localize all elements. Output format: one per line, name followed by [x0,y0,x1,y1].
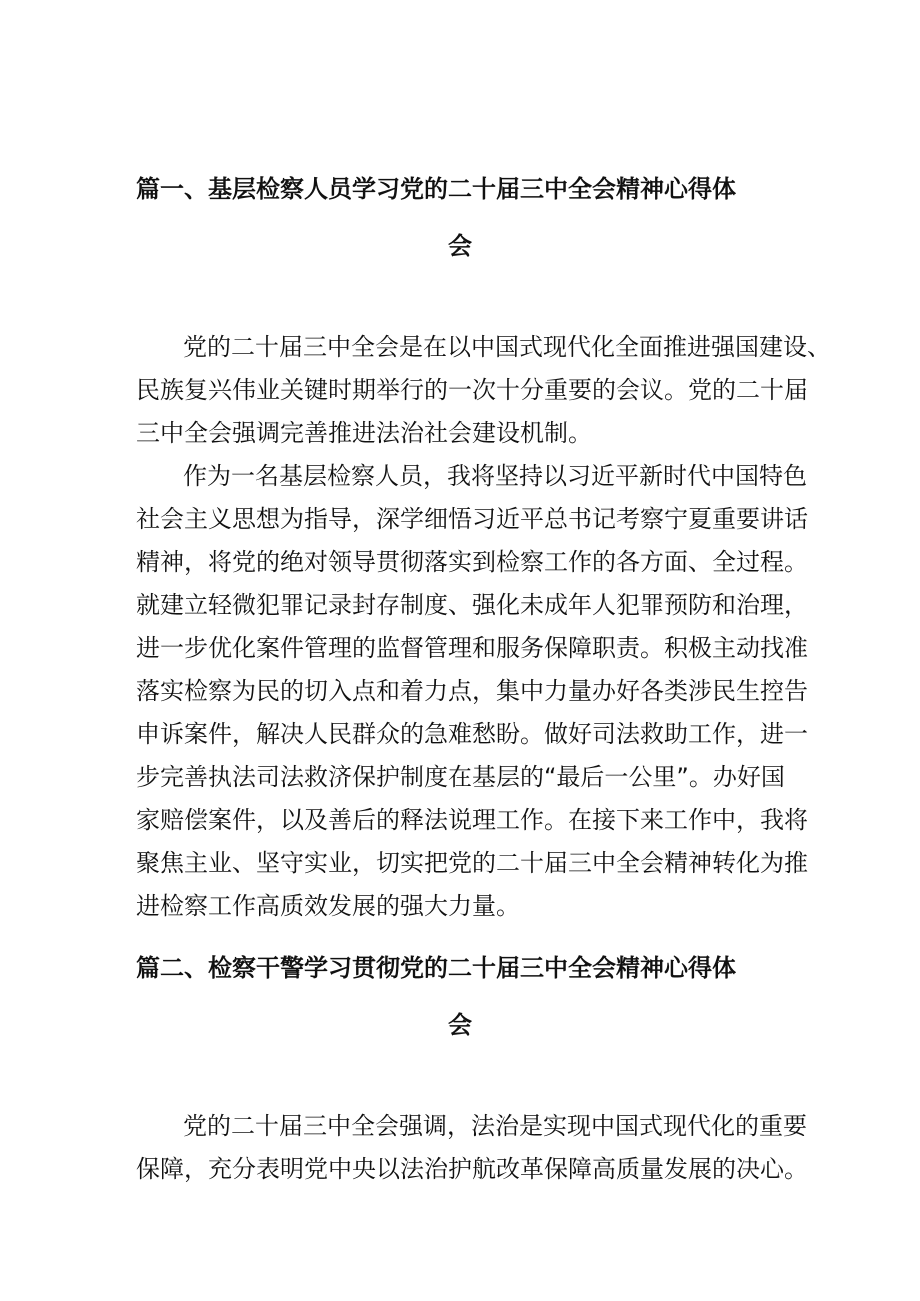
section2-paragraph1-line: 保障，充分表明党中央以法治护航改革保障高质量发展的决心。 [136,1155,808,1183]
section1-title-continuation: 会 [448,232,472,260]
section1-paragraph1-line: 党的二十届三中全会是在以中国式现代化全面推进强国建设、 [183,333,831,361]
section1-title: 篇一、基层检察人员学习党的二十届三中全会精神心得体 [136,175,736,203]
section1-paragraph1-line: 三中全会强调完善推进法治社会建设机制。 [136,419,592,447]
section1-paragraph2-line: 步完善执法司法救济保护制度在基层的“最后一公里”。办好国 [136,763,785,791]
section1-paragraph2-line: 就建立轻微犯罪记录封存制度、强化未成年人犯罪预防和治理， [136,591,808,619]
section1-paragraph2-line: 聚焦主业、坚守实业，切实把党的二十届三中全会精神转化为推 [136,849,808,877]
section1-paragraph2-line: 社会主义思想为指导，深学细悟习近平总书记考察宁夏重要讲话 [136,505,808,533]
section2-title: 篇二、检察干警学习贯彻党的二十届三中全会精神心得体 [136,954,736,982]
section1-paragraph2-line: 进检察工作高质效发展的强大力量。 [136,892,520,920]
section1-paragraph2-line: 精神，将党的绝对领导贯彻落实到检察工作的各方面、全过程。 [136,548,808,576]
section1-paragraph2-line: 作为一名基层检察人员，我将坚持以习近平新时代中国特色 [183,462,807,490]
section2-paragraph1-line: 党的二十届三中全会强调，法治是实现中国式现代化的重要 [183,1112,807,1140]
section1-paragraph1-line: 民族复兴伟业关键时期举行的一次十分重要的会议。党的二十届 [136,376,808,404]
section1-paragraph2-line: 落实检察为民的切入点和着力点，集中力量办好各类涉民生控告 [136,677,808,705]
section1-paragraph2-line: 申诉案件，解决人民群众的急难愁盼。做好司法救助工作，进一 [136,720,808,748]
section2-title-continuation: 会 [448,1011,472,1039]
section1-paragraph2-line: 家赔偿案件，以及善后的释法说理工作。在接下来工作中，我将 [136,806,808,834]
section1-paragraph2-line: 进一步优化案件管理的监督管理和服务保障职责。积极主动找准 [136,634,808,662]
